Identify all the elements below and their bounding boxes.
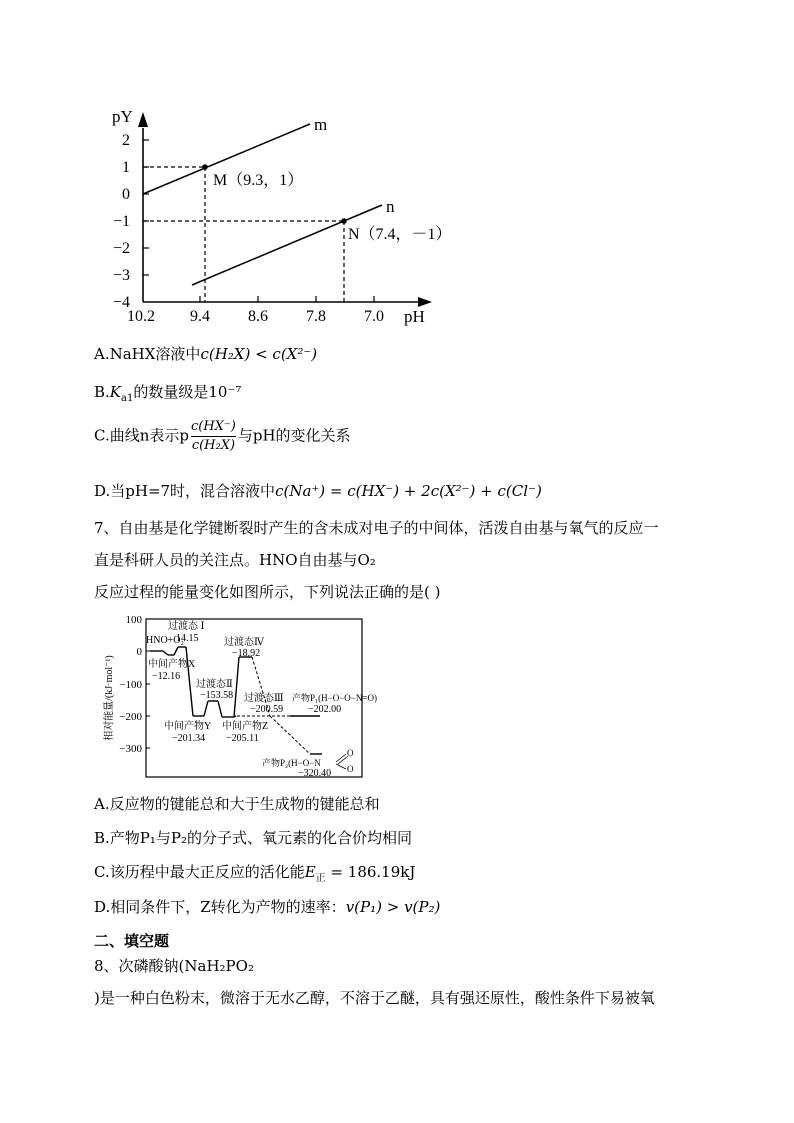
point-n	[341, 218, 347, 224]
section-heading: 二、填空题	[94, 932, 170, 950]
label-ix-value: −12.16	[152, 671, 181, 682]
label-ts3: 过渡态Ⅲ	[244, 693, 284, 704]
x-tick: 10.2	[127, 308, 155, 325]
x-tick: 8.6	[248, 308, 268, 325]
y-tick: 0	[136, 646, 142, 658]
y-axis-label: pY	[112, 107, 133, 126]
option-6a: A.NaHX溶液中c(H₂X) < c(X²⁻)	[94, 345, 318, 363]
y-tick: −2	[112, 240, 130, 257]
label-ts1-value: 14.15	[176, 633, 199, 644]
x-tick: 7.0	[364, 308, 384, 325]
label-p1: 产物P₁(H−O−O−N=O)	[292, 693, 377, 703]
label-ts4: 过渡态Ⅳ	[224, 637, 264, 648]
q7-stem-line3: 反应过程的能量变化如图所示，下列说法正确的是( )	[94, 583, 441, 601]
label-p2: 产物P₂(H−O−N	[262, 758, 321, 768]
nitro-oxygen-top: O	[347, 748, 354, 758]
q7-stem-line1: 7、自由基是化学键断裂时产生的含未成对电子的中间体，活泼自由基与氧气的反应一	[94, 519, 659, 537]
label-iz: 中间产物Z	[222, 721, 269, 732]
point-m-label: M（9.3，1）	[213, 172, 304, 189]
label-iy-value: −201.34	[172, 733, 206, 744]
label-ts3-value: −200.59	[250, 704, 284, 715]
q7-stem-line2: 直是科研人员的关注点。HNO自由基与O₂	[94, 551, 376, 569]
point-n-label: N（7.4，－1）	[348, 226, 452, 243]
q8-line1: 8、次磷酸钠(NaH₂PO₂	[94, 957, 254, 975]
nitro-oxygen-bottom: O	[347, 764, 354, 774]
option-7d: D.相同条件下，Z转化为产物的速率：v(P₁) > v(P₂)	[94, 898, 441, 916]
y-axis-label: 相对能量/(kJ·mol⁻¹)	[104, 655, 115, 741]
option-6d: D.当pH=7时，混合溶液中c(Na⁺) = c(HX⁻) + 2c(X²⁻) + c(Cl⁻)	[94, 482, 542, 500]
x-tick: 7.8	[306, 308, 326, 325]
label-reactant: HNO+O₂	[146, 635, 185, 646]
energy-profile-diagram	[0, 605, 794, 785]
y-tick: −3	[112, 267, 130, 284]
y-tick: −100	[119, 679, 142, 691]
ph-py-graph	[0, 0, 794, 340]
label-ts2-value: −153.58	[200, 690, 234, 701]
x-axis-label: pH	[404, 307, 425, 326]
y-tick: 2	[122, 132, 130, 149]
label-ts4-value: −18.92	[232, 648, 261, 659]
point-m	[202, 164, 208, 170]
label-ts2: 过渡态Ⅱ	[196, 679, 233, 690]
x-tick: 9.4	[190, 308, 210, 325]
q8-line2: )是一种白色粉末，微溶于无水乙醇，不溶于乙醚，具有强还原性，酸性条件下易被氧	[94, 989, 655, 1007]
y-tick: −200	[119, 711, 142, 723]
option-7a: A.反应物的键能总和大于生成物的键能总和	[94, 795, 380, 813]
label-p1-value: −202.00	[308, 704, 342, 715]
label-ix: 中间产物X	[148, 659, 196, 670]
option-7c: C.该历程中最大正反应的活化能$E_正 = 186.19kJ$	[94, 863, 416, 884]
option-7b: B.产物P₁与P₂的分子式、氧元素的化合价均相同	[94, 829, 413, 847]
line-m-label: m	[314, 115, 328, 134]
y-tick: −300	[119, 743, 142, 755]
fraction: $\frac{c(HX^-)}{\text{c(H₂X)}}$	[190, 419, 236, 453]
y-tick: −1	[112, 213, 130, 230]
option-6b: $B.K_{a1}$的数量级是10⁻⁷	[94, 383, 242, 404]
label-iz-value: −205.11	[226, 733, 259, 744]
label-p2-value: −320.40	[298, 768, 332, 779]
y-tick: 100	[125, 614, 142, 626]
y-tick: 1	[122, 159, 130, 176]
option-6c: C.曲线n表示p $\frac{c(HX^-)}{\text{c(H₂X)}}$ 与pH的变化关系	[94, 419, 351, 453]
y-tick: −4	[112, 294, 130, 311]
label-ts1: 过渡态 Ⅰ	[168, 621, 205, 632]
y-tick: 0	[122, 186, 130, 203]
label-iy: 中间产物Y	[164, 721, 212, 732]
line-n-label: n	[386, 197, 395, 216]
